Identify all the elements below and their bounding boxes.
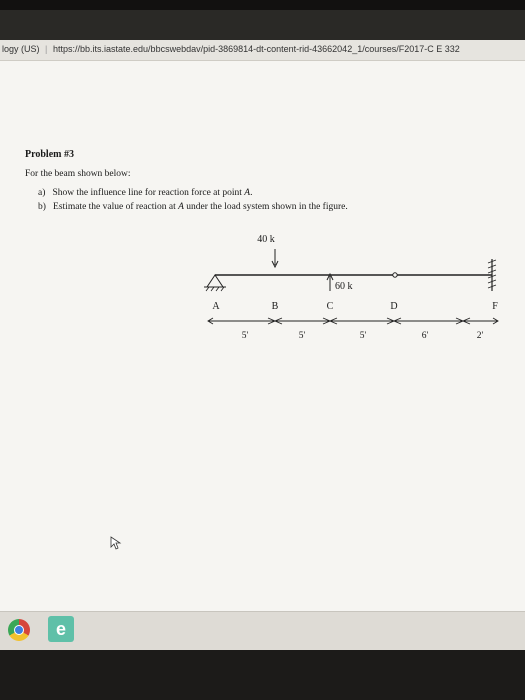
edge-icon[interactable]: e xyxy=(48,616,74,642)
point-label-d: D xyxy=(390,301,398,312)
dimension-arrows xyxy=(208,318,498,324)
problem-intro: For the beam shown below: xyxy=(25,169,131,179)
separator: | xyxy=(45,44,48,54)
load-down-label: 40 k xyxy=(257,234,275,245)
address-bar[interactable] xyxy=(0,40,525,61)
question-b-point: A xyxy=(178,202,184,212)
span-label-cd: 5' xyxy=(359,331,367,341)
question-b-suffix: under the load system shown in the figure. xyxy=(183,202,348,212)
question-b-prefix: Estimate the value of reaction at xyxy=(53,202,179,212)
chrome-icon[interactable] xyxy=(8,619,30,641)
point-label-c: C xyxy=(326,301,334,312)
load-up-label: 60 k xyxy=(335,281,353,292)
hinge-d xyxy=(393,273,397,277)
question-b xyxy=(38,202,348,212)
document-page xyxy=(0,61,525,611)
screen xyxy=(0,10,525,650)
question-a xyxy=(38,188,252,198)
span-label-ab: 5' xyxy=(241,331,249,341)
point-label-a: A xyxy=(212,301,220,312)
beam-diagram xyxy=(180,229,520,409)
question-a-point: A xyxy=(244,188,251,198)
browser-top-band xyxy=(0,10,525,40)
url-text[interactable]: https://bb.its.iastate.edu/bbcswebdav/pid-3869814-dt-content-rid-43662042_1/courses/F2017-C E 332 xyxy=(53,44,460,54)
question-a-prefix: Show the influence line for reaction force at point xyxy=(52,188,245,198)
point-label-b: B xyxy=(271,301,279,312)
question-b-marker: b) xyxy=(38,202,46,212)
taskbar xyxy=(0,611,525,651)
pin-support-hatch xyxy=(206,287,224,291)
span-label-de: 6' xyxy=(421,331,429,341)
question-a-marker: a) xyxy=(38,188,46,198)
tab-label[interactable]: logy (US) xyxy=(2,44,40,54)
problem-title: Problem #3 xyxy=(25,149,74,160)
mouse-cursor-icon xyxy=(110,536,122,550)
span-label-bc: 5' xyxy=(298,331,306,341)
point-label-f: F xyxy=(492,301,498,312)
pin-support-a xyxy=(207,275,223,287)
question-a-suffix: . xyxy=(250,188,253,198)
monitor-bezel-bottom xyxy=(0,650,525,700)
span-label-ef: 2' xyxy=(476,331,484,341)
monitor-bezel-top xyxy=(0,0,525,10)
